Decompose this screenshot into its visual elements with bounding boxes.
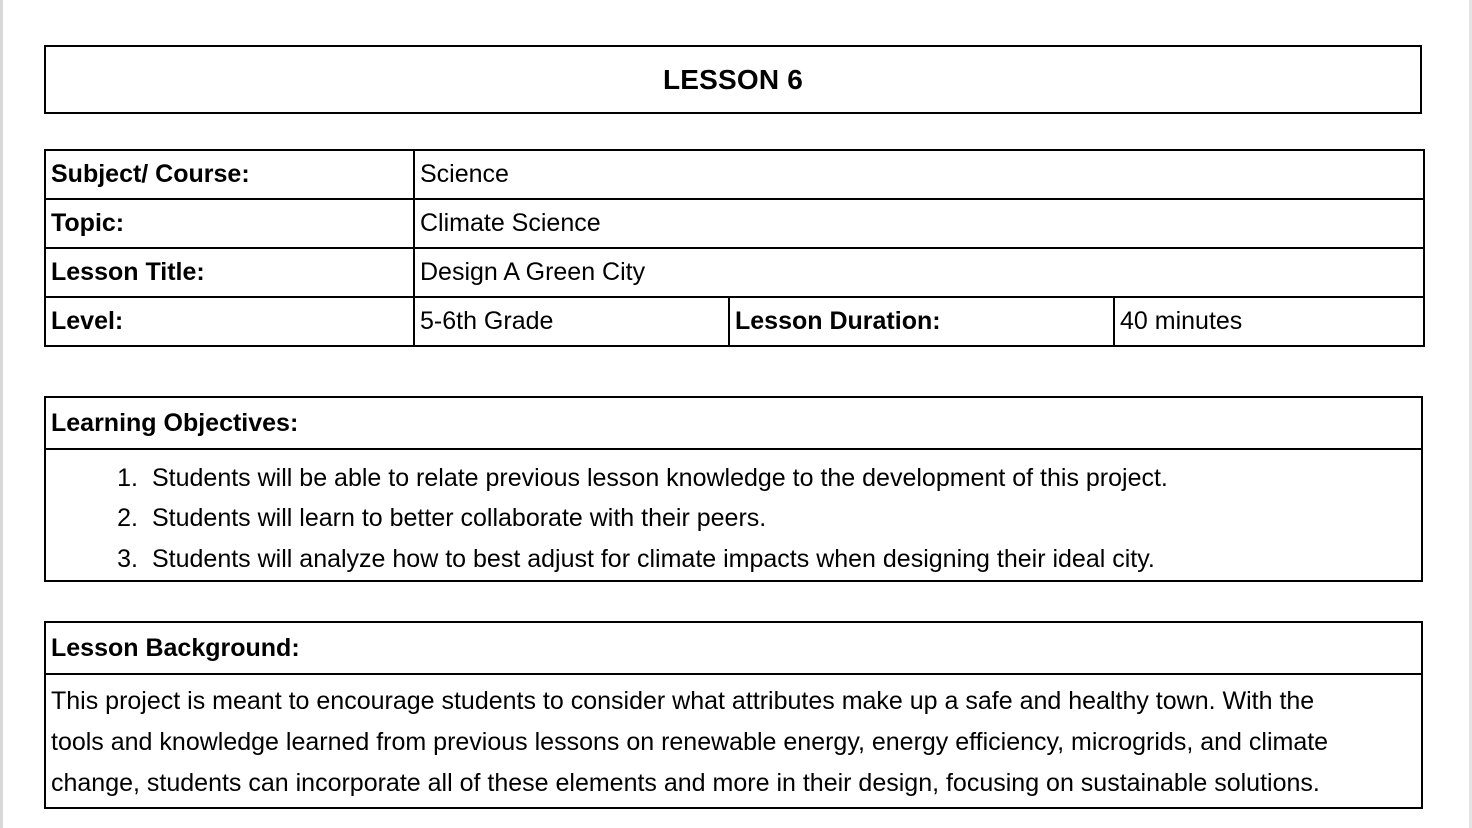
list-item-number: 3. [117,544,138,573]
info-row-level [45,297,1424,346]
duration-value: 40 minutes [1114,297,1424,346]
list-item-number: 2. [117,504,138,533]
info-row-lesson-title [45,248,1424,297]
duration-label: Lesson Duration: [729,297,1114,346]
list-item [46,458,1421,499]
subject-label: Subject/ Course: [45,150,414,199]
lesson-background-section [44,621,1423,809]
background-line: change, students can incorporate all of these elements and more in their design, focusing on sustainable solutions. [51,769,1320,797]
level-label: Level: [45,297,414,346]
list-item [46,539,1421,580]
level-value: 5-6th Grade [414,297,729,346]
lesson-title-box [44,45,1422,114]
lesson-background-heading: Lesson Background: [46,623,1421,675]
objectives-list [46,450,1421,580]
list-item-number: 1. [117,463,138,492]
topic-label: Topic: [45,199,414,248]
learning-objectives-section [44,396,1423,582]
page-edge-left [0,0,3,828]
background-line: This project is meant to encourage students to consider what attributes make up a safe and healthy town. With the [51,687,1315,715]
subject-value: Science [414,150,1424,199]
info-row-subject [45,150,1424,199]
list-item-text: Students will learn to better collaborate with their peers. [152,504,767,533]
lesson-heading: LESSON 6 [662,63,804,95]
list-item-text: Students will analyze how to best adjust for climate impacts when designing their ideal city. [152,544,1155,573]
lesson-title-value: Design A Green City [414,248,1424,297]
lesson-title-label: Lesson Title: [45,248,414,297]
list-item [46,499,1421,540]
learning-objectives-heading: Learning Objectives: [46,398,1421,450]
background-line: tools and knowledge learned from previous lessons on renewable energy, energy efficiency, microgrids, and climate [51,728,1329,756]
lesson-background-text [46,675,1421,804]
lesson-info-table [44,149,1425,347]
info-row-topic [45,199,1424,248]
topic-value: Climate Science [414,199,1424,248]
list-item-text: Students will be able to relate previous lesson knowledge to the development of this project. [152,463,1168,492]
